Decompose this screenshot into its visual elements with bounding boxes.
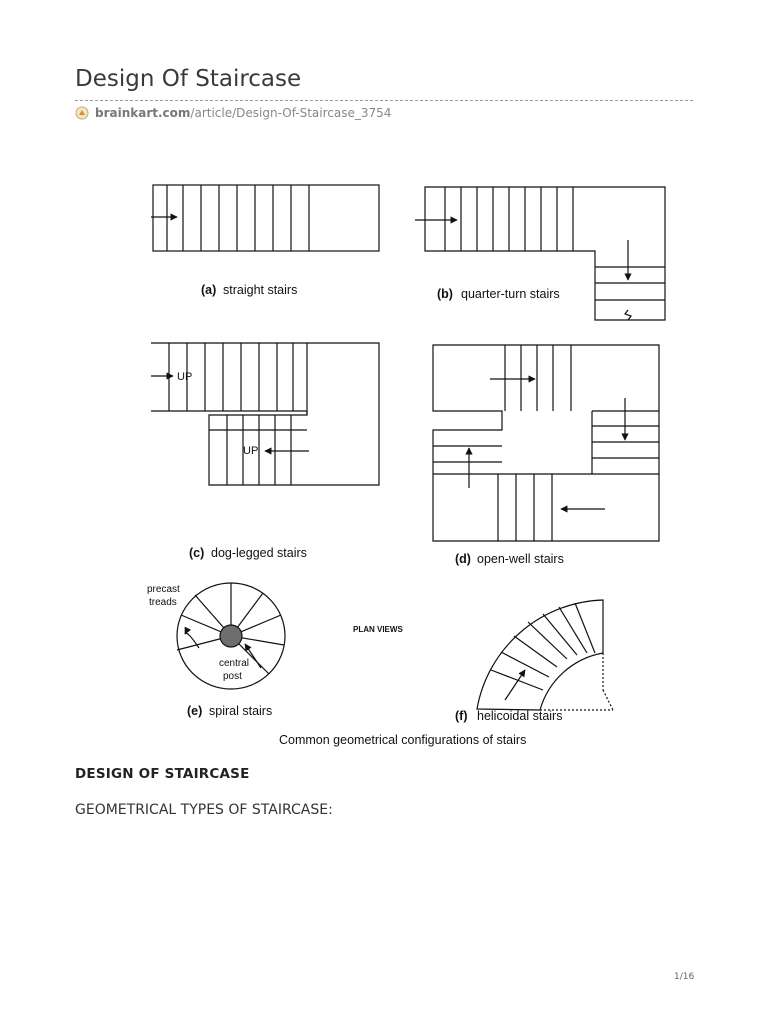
source-path[interactable]: /article/Design-Of-Staircase_3754 — [190, 106, 392, 120]
open-well-stairs-plan — [433, 345, 659, 541]
dog-legged-stairs-plan — [151, 343, 379, 485]
label-plan-views: PLAN VIEWS — [353, 625, 403, 634]
label-a-letter: (a) — [201, 283, 217, 297]
label-f-letter: (f) — [455, 709, 468, 723]
label-e-letter: (e) — [187, 704, 203, 718]
site-favicon-icon — [75, 106, 89, 120]
label-c-letter: (c) — [189, 546, 205, 560]
title-divider — [75, 100, 693, 101]
label-b-letter: (b) — [437, 287, 453, 301]
straight-stairs-plan — [153, 185, 379, 251]
label-b-text: quarter-turn stairs — [461, 287, 560, 301]
label-treads: treads — [149, 597, 177, 608]
source-domain[interactable]: brainkart.com — [95, 106, 191, 120]
label-post: post — [223, 671, 242, 682]
label-f-text: helicoidal stairs — [477, 709, 563, 723]
label-central: central — [219, 658, 250, 669]
label-up-2: UP — [243, 445, 259, 457]
page-number: 1/16 — [674, 972, 695, 982]
label-c-text: dog-legged stairs — [211, 546, 307, 560]
stair-configurations-figure — [143, 170, 667, 755]
figure-caption: Common geometrical configurations of stairs — [279, 733, 527, 747]
source-link[interactable] — [75, 106, 391, 120]
label-a-text: straight stairs — [223, 283, 298, 297]
section-heading: DESIGN OF STAIRCASE — [75, 766, 250, 782]
label-precast: precast — [147, 584, 180, 595]
label-e-text: spiral stairs — [209, 704, 273, 718]
section-paragraph: GEOMETRICAL TYPES OF STAIRCASE: — [75, 802, 333, 818]
label-d-letter: (d) — [455, 552, 471, 566]
label-up-1: UP — [177, 371, 193, 383]
page-title: Design Of Staircase — [75, 66, 302, 92]
central-post-shape — [220, 625, 242, 647]
label-d-text: open-well stairs — [477, 552, 564, 566]
